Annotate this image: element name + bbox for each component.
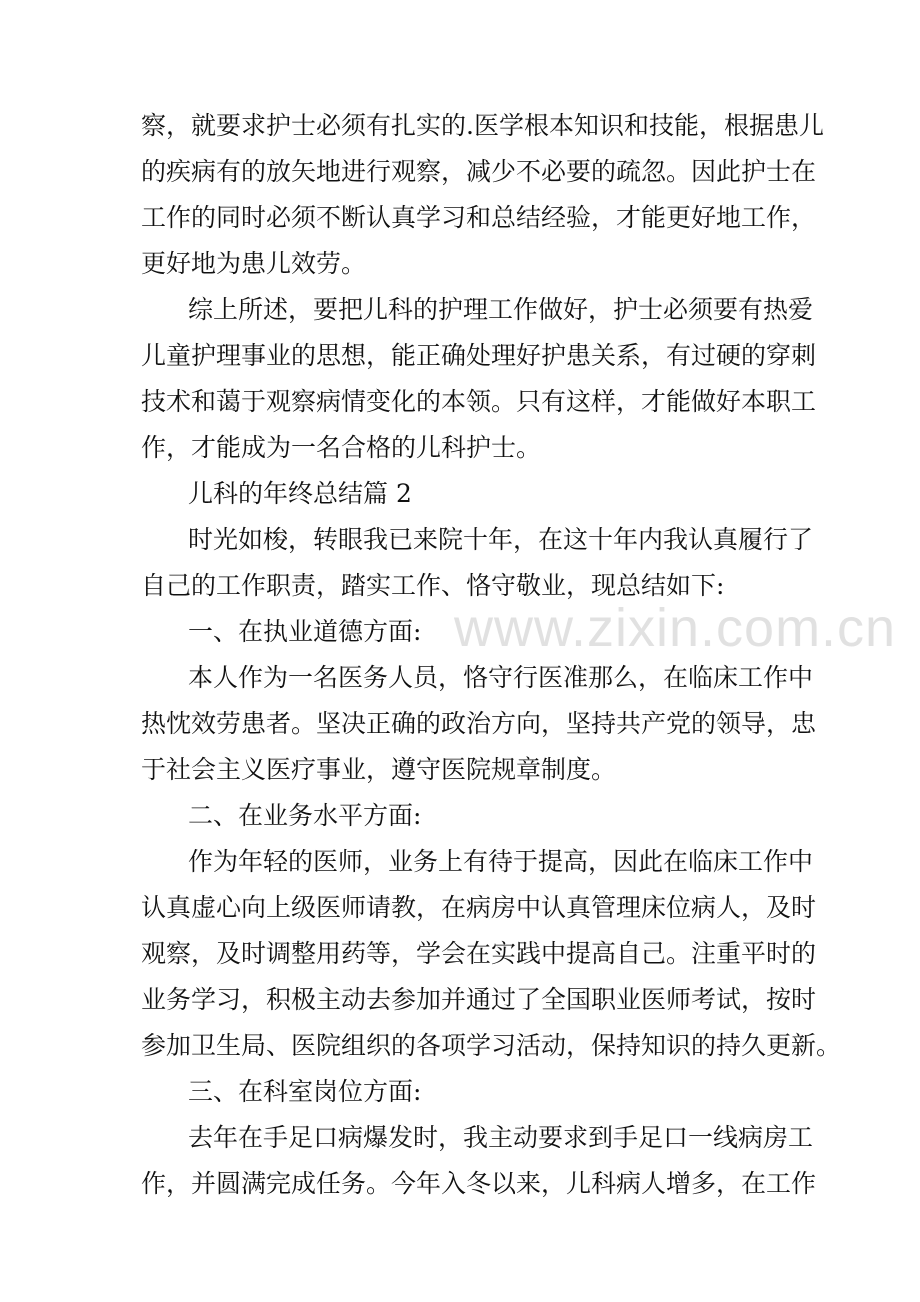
text-line: 于社会主义医疗事业，遵守医院规章制度。: [141, 755, 617, 784]
text-line: 热忱效劳患者。坚决正确的政治方向，坚持共产党的领导，忠: [141, 709, 817, 738]
subsection-heading: 一、在执业道德方面:: [188, 617, 422, 646]
text-line: 综上所述，要把儿科的护理工作做好，护士必须要有热爱: [188, 295, 814, 324]
text-line: 技术和蔼于观察病情变化的本领。只有这样，才能做好本职工: [141, 387, 817, 416]
text-line: 察，就要求护士必须有扎实的.医学根本知识和技能，根据患儿: [141, 111, 824, 140]
text-line: 认真虚心向上级医师请教，在病房中认真管理床位病人，及时: [141, 893, 817, 922]
text-line: 作，才能成为一名合格的儿科护士。: [141, 433, 542, 462]
text-line: 工作的同时必须不断认真学习和总结经验，才能更好地工作，: [141, 203, 817, 232]
section-heading: 儿科的年终总结篇 2: [188, 479, 412, 508]
text-line: 自己的工作职责，踏实工作、恪守敬业，现总结如下:: [141, 571, 725, 600]
subsection-heading: 三、在科室岗位方面:: [188, 1077, 422, 1106]
subsection-heading: 二、在业务水平方面:: [188, 801, 422, 830]
text-line: 的疾病有的放矢地进行观察，减少不必要的疏忽。因此护士在: [141, 157, 817, 186]
text-line: 参加卫生局、医院组织的各项学习活动，保持知识的持久更新。: [141, 1031, 842, 1060]
text-line: 去年在手足口病爆发时，我主动要求到手足口一线病房工: [188, 1123, 814, 1152]
text-line: 作，并圆满完成任务。今年入冬以来，儿科病人增多，在工作: [141, 1169, 817, 1198]
text-line: 儿童护理事业的思想，能正确处理好护患关系，有过硬的穿刺: [141, 341, 817, 370]
text-line: 时光如梭，转眼我已来院十年，在这十年内我认真履行了: [188, 525, 814, 554]
text-line: 更好地为患儿效劳。: [141, 249, 367, 278]
watermark: www.zixin.com.cn: [454, 598, 897, 658]
text-line: 本人作为一名医务人员，恪守行医准那么，在临床工作中: [188, 663, 814, 692]
text-line: 业务学习，积极主动去参加并通过了全国职业医师考试，按时: [141, 985, 817, 1014]
text-line: 观察，及时调整用药等，学会在实践中提高自己。注重平时的: [141, 939, 817, 968]
text-line: 作为年轻的医师，业务上有待于提高，因此在临床工作中: [188, 847, 814, 876]
